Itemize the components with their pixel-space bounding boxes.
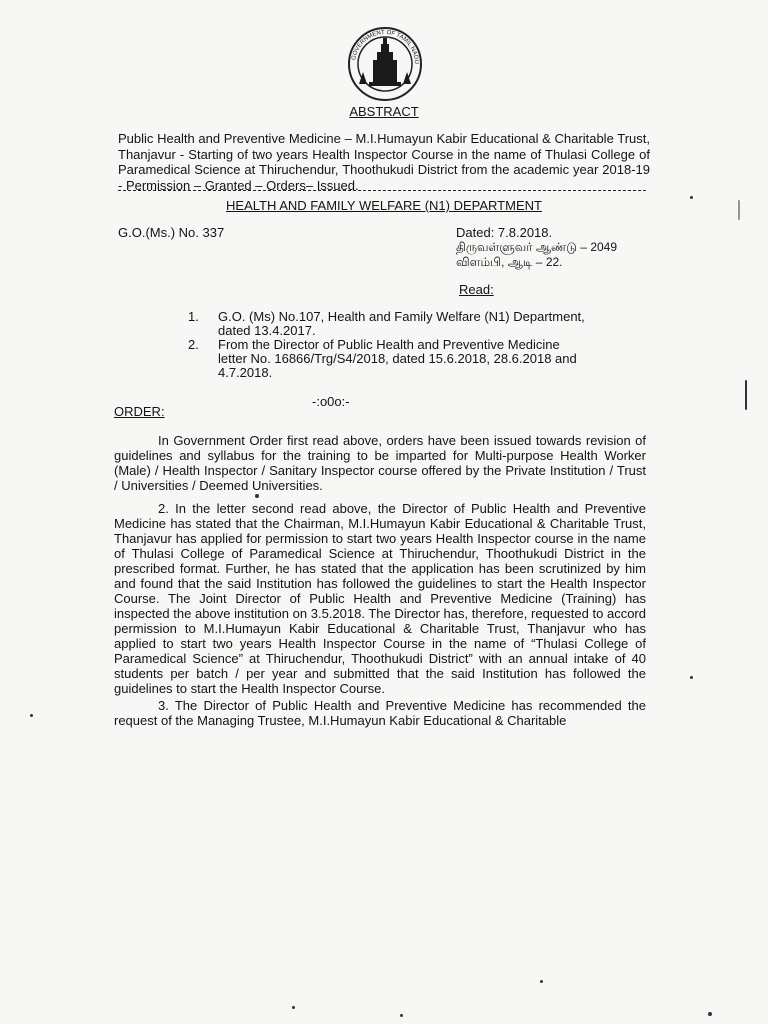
reference-item bbox=[188, 338, 588, 380]
date-block bbox=[456, 225, 617, 270]
tamil-nadu-emblem bbox=[345, 24, 425, 108]
dated-line: Dated: 7.8.2018. bbox=[456, 225, 553, 240]
reference-text: G.O. (Ms) No.107, Health and Family Welfare (N1) Department, dated 13.4.2017. bbox=[218, 309, 585, 338]
scan-speck bbox=[708, 1012, 712, 1016]
subject-paragraph: Public Health and Preventive Medicine – M.I.Humayun Kabir Educational & Charitable Trust, Thanjavur - Starting of two years Health Inspector Course in the name of Thulasi College of Paramedical Science at Thiruchendur, Thoothukudi District from the academic year 2018-19 - Permission – Granted – Orders– Issued. bbox=[118, 131, 650, 193]
scan-speck bbox=[690, 676, 693, 679]
scan-speck bbox=[540, 980, 543, 983]
paragraph-text: In Government Order first read above, orders have been issued towards revision of guidelines and syllabus for the training to be imparted for Multi-purpose Health Worker (Male) / Health Inspector / Sanitary Inspector course offered by the Private Institution / Trust / Universities / Deemed Universities. bbox=[114, 433, 646, 493]
read-heading: Read: bbox=[459, 282, 494, 297]
tamil-month-line: விளம்பி, ஆடி – 22. bbox=[456, 255, 563, 269]
scan-speck bbox=[745, 380, 747, 410]
department-heading: HEALTH AND FAMILY WELFARE (N1) DEPARTMENT bbox=[226, 198, 542, 213]
paragraph-text: 2. In the letter second read above, the Director of Public Health and Preventive Medicine has stated that the Chairman, M.I.Humayun Kabir Educational & Charitable Trust, Thanjavur has applied for permission to start two years Health Inspector course in the name of Thulasi College of Paramedical Science at Thiruchendur, Thoothukudi District in the prescribed format. Further, he has stated that the application has been scrutinized by him and found that the said Institution has followed the guidelines to start the Health Inspector Course. The Joint Director of Public Health and Preventive Medicine (Training) has inspected the above institution on 3.5.2018. The Director has, therefore, requested to accord permission to M.I.Humayun Kabir Educational & Charitable Trust, Thanjavur who has applied to start two years Health Inspector Course in the name of “Thulasi College of Paramedical Science” at Thiruchendur, Thoothukudi District” with an annual intake of 40 students per batch / per year and submitted that the said Institution has followed the guidelines to start the Health Inspector Course. bbox=[114, 501, 646, 696]
order-paragraph-1 bbox=[114, 433, 646, 493]
scan-speck bbox=[690, 196, 693, 199]
svg-text:GOVERNMENT OF TAMIL NADU: GOVERNMENT OF TAMIL NADU bbox=[351, 29, 420, 65]
reference-number: 2. bbox=[188, 337, 199, 352]
order-paragraph-2 bbox=[114, 501, 646, 696]
section-divider-mark: -:o0o:- bbox=[312, 394, 350, 409]
scan-speck bbox=[255, 494, 259, 498]
reference-number: 1. bbox=[188, 309, 199, 324]
reference-text: From the Director of Public Health and Preventive Medicine letter No. 16866/Trg/S4/2018, dated 15.6.2018, 28.6.2018 and 4.7.2018. bbox=[218, 337, 577, 380]
order-heading: ORDER: bbox=[114, 404, 165, 419]
scan-speck bbox=[738, 200, 740, 220]
tamil-year-line: திருவள்ளுவர் ஆண்டு – 2049 bbox=[456, 240, 618, 254]
dashed-divider bbox=[118, 190, 646, 191]
paragraph-text: 3. The Director of Public Health and Preventive Medicine has recommended the request of the Managing Trustee, M.I.Humayun Kabir Educational & Charitable bbox=[114, 698, 646, 728]
reference-list bbox=[188, 310, 588, 380]
abstract-title: ABSTRACT bbox=[349, 104, 419, 119]
scan-speck bbox=[292, 1006, 295, 1009]
scan-speck bbox=[30, 714, 33, 717]
order-paragraph-3 bbox=[114, 698, 646, 728]
scan-speck bbox=[400, 1014, 403, 1017]
go-number: G.O.(Ms.) No. 337 bbox=[118, 225, 225, 240]
reference-item bbox=[188, 310, 588, 338]
